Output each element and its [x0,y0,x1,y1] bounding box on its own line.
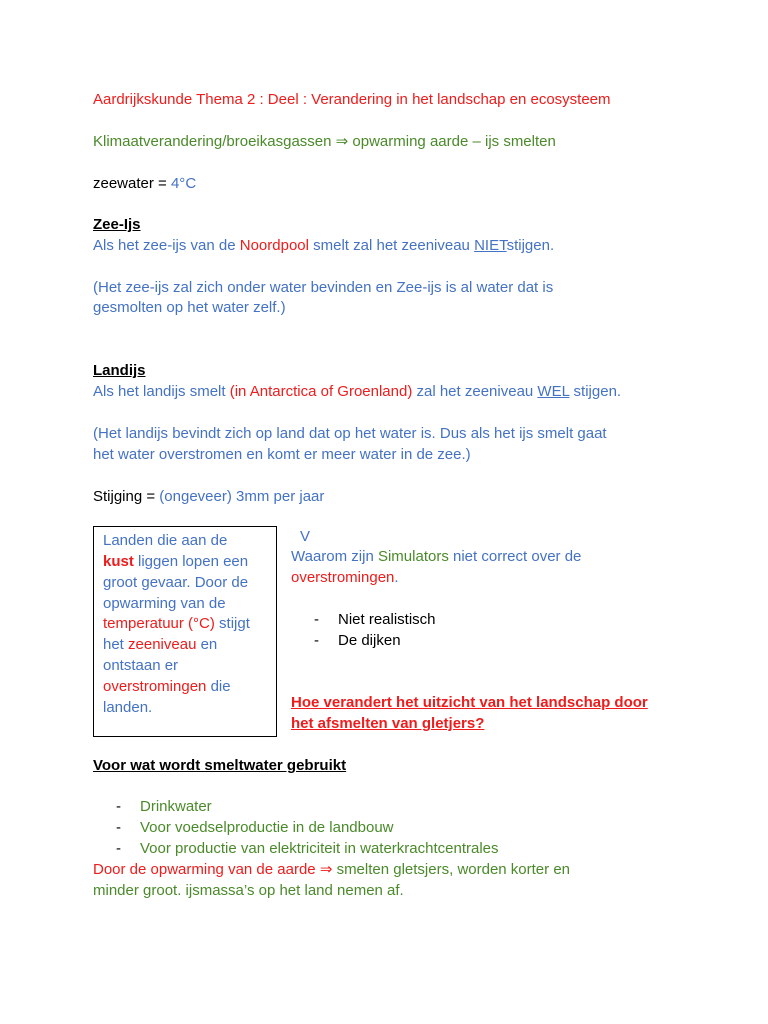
conclusion-arrow: ⇒ [319,861,333,878]
landijs-heading: Landijs [93,362,146,379]
rise-value: 3mm per jaar [236,488,325,505]
checkmark-v: V [300,528,311,545]
climate-cause: Klimaatverandering/broeikasgassen [93,133,332,150]
zeeijs-niet: NIET [474,237,507,254]
question-1c: niet correct over de [453,548,582,565]
box-line-9: landen. [103,699,153,716]
climate-effect: opwarming aarde – ijs smelten [352,133,556,150]
seawater-label: zeewater = [93,175,167,192]
list-item: - [314,611,319,628]
answer-item-2: De dijken [338,632,401,649]
question-simulators: Simulators [377,548,449,565]
zeeijs-heading: Zee-Ijs [93,216,141,233]
rise-label: Stijging = [93,488,156,505]
seawater-degrees: 4° [170,175,186,192]
rise-line [93,486,324,507]
seawater-line [93,173,196,194]
box-line-3: groot gevaar. Door de [103,574,249,591]
zeeijs-statement [93,235,554,256]
box-line-5 [103,613,250,634]
answer-item-1: Niet realistisch [338,611,436,628]
landijs-s1c: zal het zeeniveau [416,383,534,400]
box-die: die [210,678,231,695]
page-title: Aardrijkskunde Thema 2 : Deel : Verandering in het landschap en ecosysteem [93,91,611,108]
list-item: - [116,798,121,815]
box-line-4: opwarming van de [103,595,226,612]
landijs-statement [93,381,621,402]
info-box [93,526,277,737]
box-line-6 [103,634,217,655]
conclusion-line-1 [93,859,570,880]
list-item: - [116,819,121,836]
rise-approx: (ongeveer) [159,488,232,505]
landijs-explain-1: (Het landijs bevindt zich op land dat op het water is. Dus als het ijs smelt gaat [93,425,607,442]
landijs-explain-2: het water overstromen en komt er meer water in de zee.) [93,446,471,463]
landscape-question-2: het afsmelten van gletjers? [291,715,485,732]
box-stijgt: stijgt [219,615,250,632]
box-en: en [200,636,218,653]
question-line-1 [291,546,581,567]
implies-arrow: ⇒ [335,133,349,150]
landijs-s1a: Als het landijs smelt [93,383,226,400]
question-overstromingen: overstromingen [291,569,395,586]
conclusion-cause: Door de opwarming van de aarde [93,861,316,878]
zeeijs-s1a: Als het zee-ijs van de [93,237,236,254]
box-line-8 [103,676,231,697]
box-line-1: Landen die aan de [103,532,228,549]
zeeijs-explain-2: gesmolten op het water zelf.) [93,299,286,316]
box-temperatuur: temperatuur (°C) [103,615,215,632]
landijs-wel: WEL [537,383,570,400]
box-line-7: ontstaan er [103,657,179,674]
landscape-question-1: Hoe verandert het uitzicht van het landschap door [291,694,648,711]
box-line-2 [103,551,248,572]
seawater-value [171,175,196,192]
list-item: - [314,632,319,649]
list-item: - [116,840,121,857]
zeeijs-s1e: stijgen. [506,237,555,254]
meltwater-heading: Voor wat wordt smeltwater gebruikt [93,757,347,774]
question-period: . [394,569,399,586]
meltwater-item-1: Drinkwater [140,798,212,815]
zeeijs-explain-1: (Het zee-ijs zal zich onder water bevinden en Zee-ijs is al water dat is [93,279,554,296]
landijs-s1e: stijgen. [573,383,622,400]
seawater-unit: C [185,175,197,192]
box-zeeniveau: zeeniveau [128,636,197,653]
conclusion-line-2: minder groot. ijsmassa’s op het land nemen af. [93,882,404,899]
climate-line [93,131,556,152]
zeeijs-noordpool: Noordpool [239,237,309,254]
landijs-location: (in Antarctica of Groenland) [229,383,413,400]
question-line-2 [291,567,399,588]
zeeijs-s1c: smelt zal het zeeniveau [313,237,470,254]
meltwater-item-3: Voor productie van elektriciteit in waterkrachtcentrales [140,840,499,857]
box-overstromingen: overstromingen [103,678,207,695]
box-line-2-rest: liggen lopen een [138,553,249,570]
box-het: het [103,636,124,653]
box-kust: kust [103,553,134,570]
question-1a: Waarom zijn [291,548,374,565]
meltwater-item-2: Voor voedselproductie in de landbouw [140,819,394,836]
conclusion-effect: smelten gletsjers, worden korter en [336,861,570,878]
